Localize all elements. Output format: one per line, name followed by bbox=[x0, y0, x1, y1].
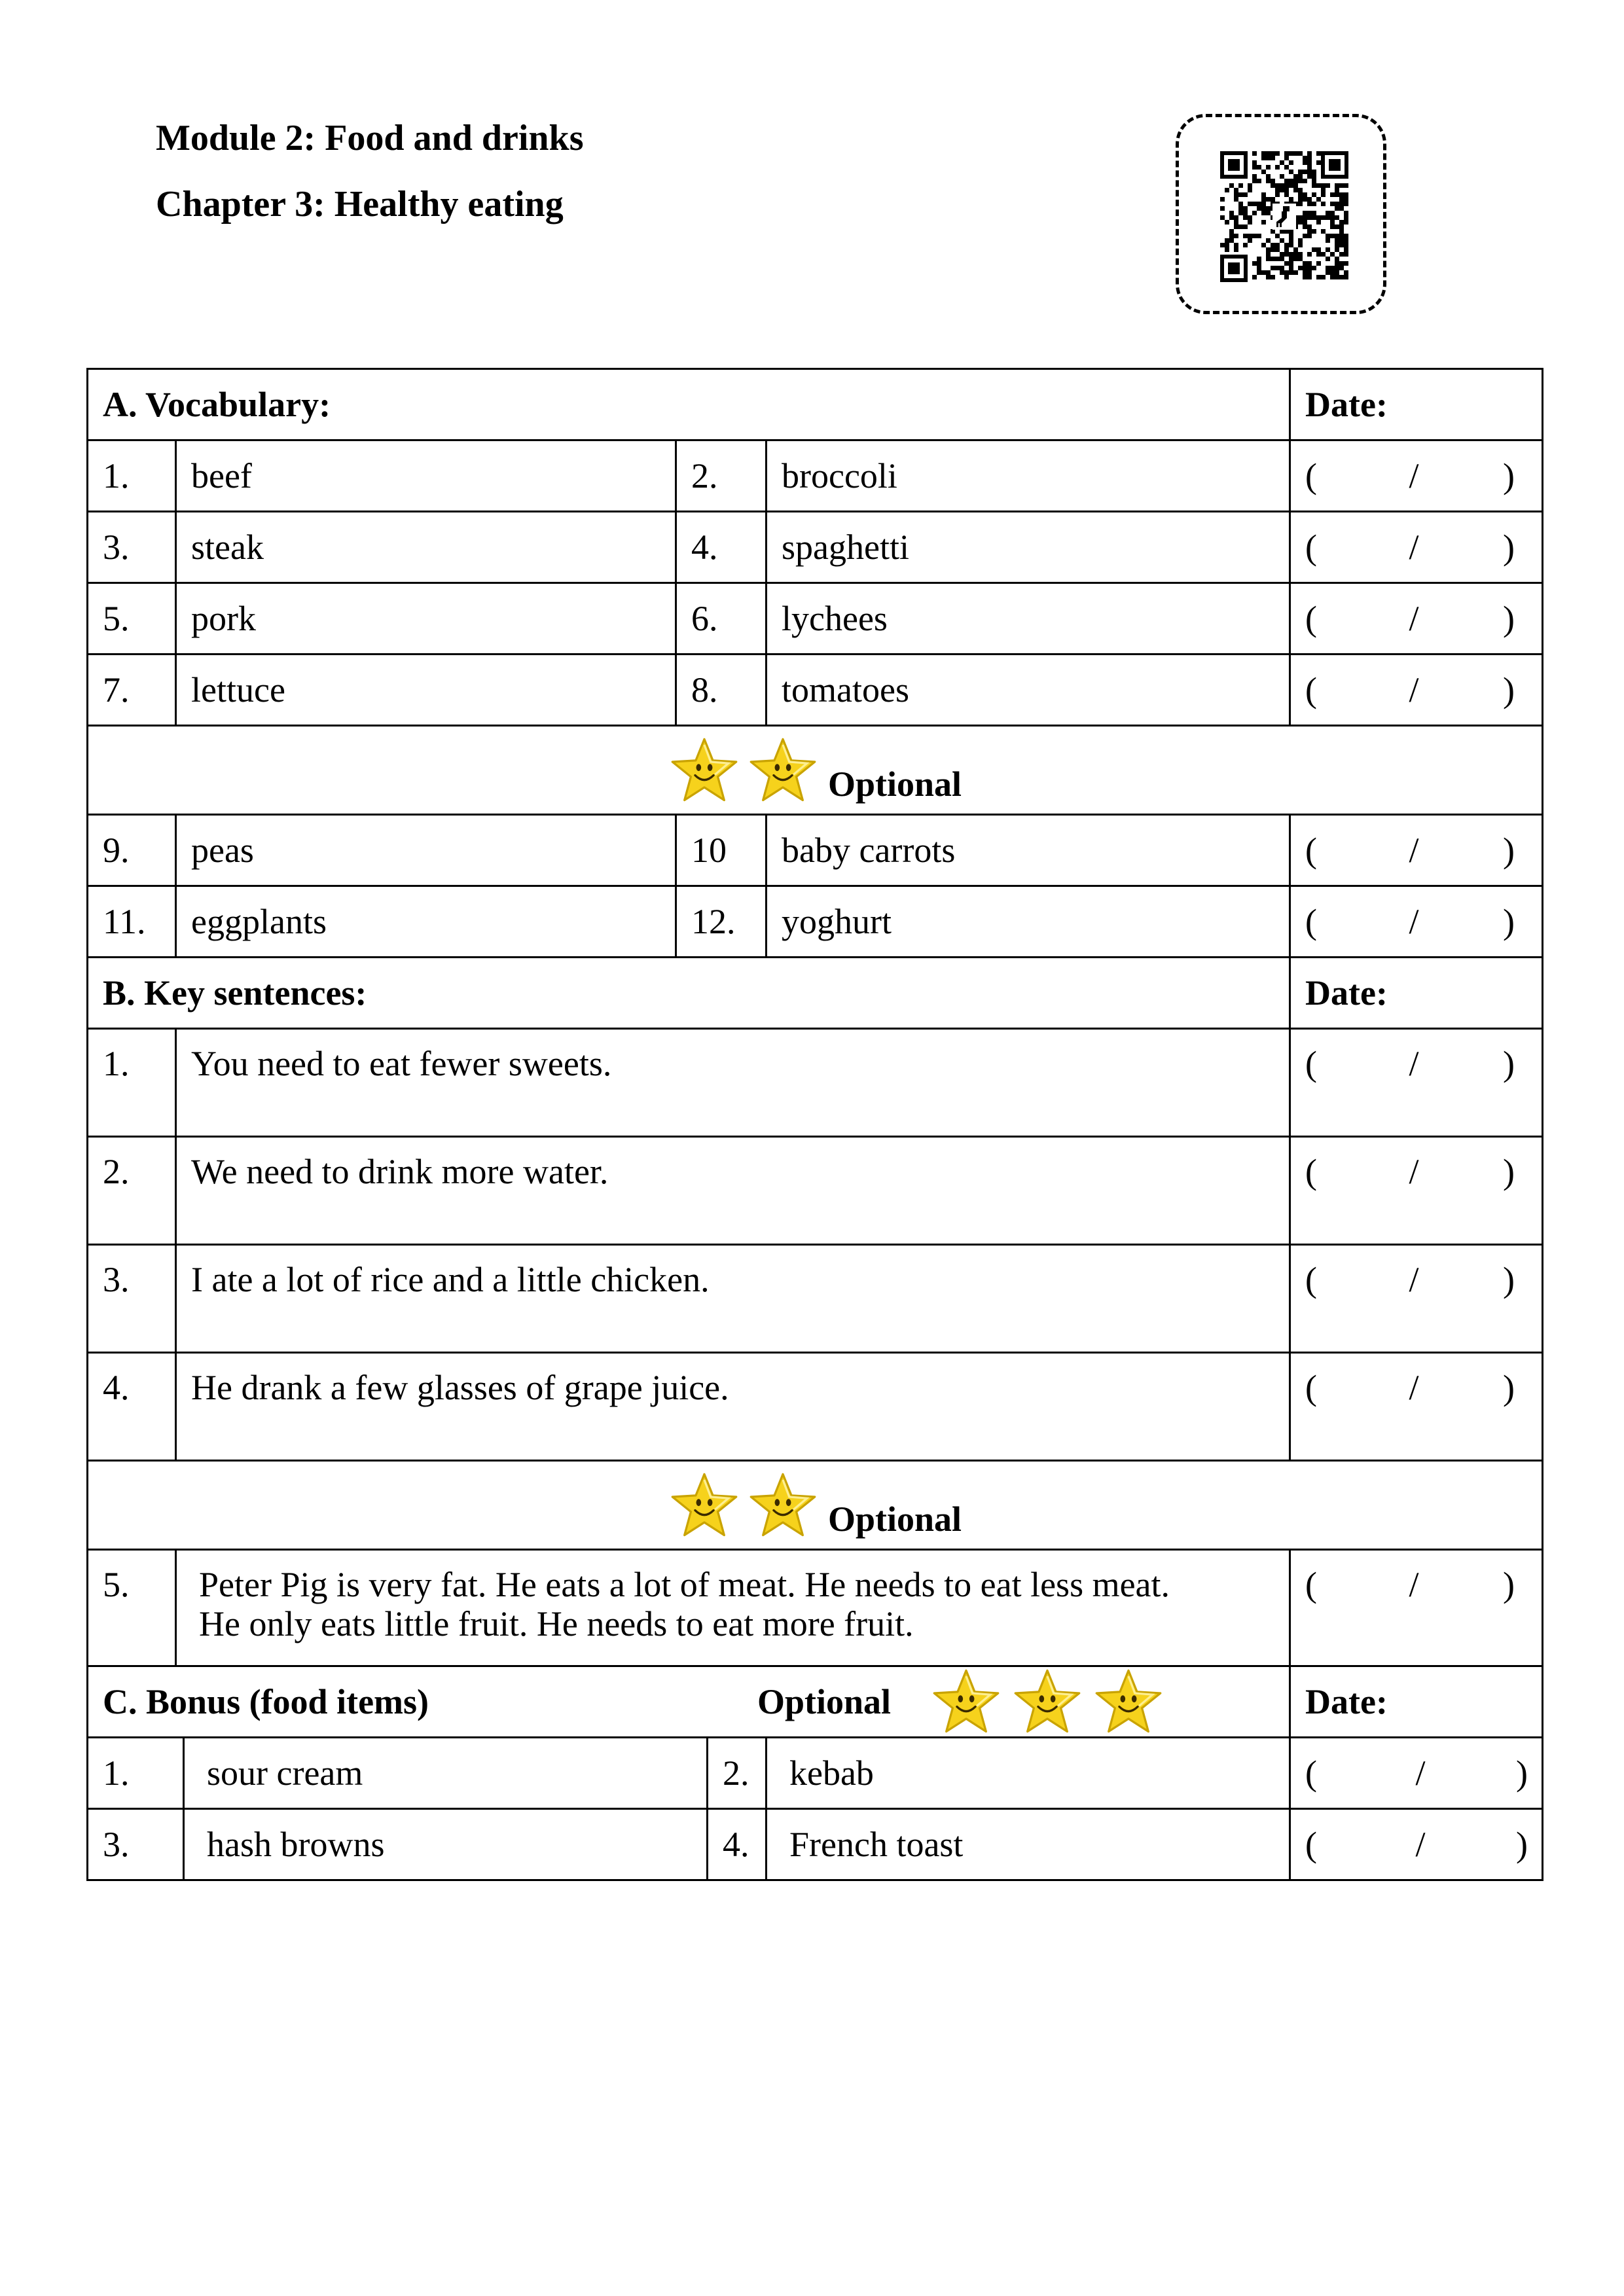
smiling-star-icon bbox=[668, 736, 740, 804]
bonus-row bbox=[88, 1738, 1543, 1809]
date-open: ( bbox=[1305, 1565, 1317, 1604]
bonus-word: French toast bbox=[767, 1809, 1290, 1880]
item-number: 1. bbox=[88, 440, 176, 512]
date-close: ) bbox=[1503, 598, 1515, 638]
vocab-word: eggplants bbox=[176, 886, 676, 958]
date-field[interactable] bbox=[1290, 886, 1543, 958]
vocab-word: yoghurt bbox=[767, 886, 1290, 958]
date-field[interactable] bbox=[1290, 655, 1543, 726]
module-title: Module 2: Food and drinks bbox=[156, 118, 584, 158]
vocab-word: spaghetti bbox=[767, 512, 1290, 583]
smiling-star-icon bbox=[747, 1471, 819, 1539]
item-number: 12. bbox=[676, 886, 767, 958]
item-number: 1. bbox=[88, 1029, 176, 1137]
date-open: ( bbox=[1305, 1753, 1317, 1793]
smiling-star-icon bbox=[930, 1668, 1002, 1736]
sentence-row bbox=[88, 1245, 1543, 1353]
item-number: 11. bbox=[88, 886, 176, 958]
date-open: ( bbox=[1305, 1152, 1317, 1191]
date-slash: / bbox=[1409, 527, 1419, 567]
chapter-title: Chapter 3: Healthy eating bbox=[156, 184, 564, 224]
date-field[interactable] bbox=[1290, 1550, 1543, 1666]
date-close: ) bbox=[1503, 830, 1515, 870]
key-sentence: We need to drink more water. bbox=[176, 1137, 1290, 1245]
date-close: ) bbox=[1503, 670, 1515, 709]
item-number: 10 bbox=[676, 815, 767, 886]
vocab-row bbox=[88, 583, 1543, 655]
date-field[interactable] bbox=[1290, 512, 1543, 583]
date-label: Date: bbox=[1290, 369, 1543, 440]
qr-code-icon bbox=[1220, 151, 1348, 282]
date-field[interactable] bbox=[1290, 815, 1543, 886]
date-slash: / bbox=[1415, 1824, 1426, 1864]
date-slash: / bbox=[1409, 598, 1419, 638]
date-open: ( bbox=[1305, 1824, 1317, 1864]
key-sentence: He drank a few glasses of grape juice. bbox=[176, 1353, 1290, 1461]
vocab-word: broccoli bbox=[767, 440, 1290, 512]
vocab-word: lettuce bbox=[176, 655, 676, 726]
item-number: 9. bbox=[88, 815, 176, 886]
item-number: 1. bbox=[88, 1738, 184, 1809]
sentence-line: He only eats little fruit. He needs to eat more fruit. bbox=[199, 1604, 914, 1644]
item-number: 3. bbox=[88, 512, 176, 583]
vocab-word: beef bbox=[176, 440, 676, 512]
sentence-row bbox=[88, 1353, 1543, 1461]
bonus-word: kebab bbox=[767, 1738, 1290, 1809]
vocab-word: steak bbox=[176, 512, 676, 583]
date-close: ) bbox=[1503, 1152, 1515, 1191]
item-number: 5. bbox=[88, 1550, 176, 1666]
date-close: ) bbox=[1503, 456, 1515, 495]
vocab-row bbox=[88, 815, 1543, 886]
date-field[interactable] bbox=[1290, 1809, 1543, 1880]
key-sentence: I ate a lot of rice and a little chicken. bbox=[176, 1245, 1290, 1353]
item-number: 2. bbox=[676, 440, 767, 512]
key-sentence bbox=[176, 1550, 1290, 1666]
optional-label: Optional bbox=[757, 1681, 892, 1721]
optional-banner bbox=[88, 1461, 1543, 1550]
item-number: 2. bbox=[88, 1137, 176, 1245]
section-c-header bbox=[88, 1666, 1290, 1738]
date-field[interactable] bbox=[1290, 1245, 1543, 1353]
date-close: ) bbox=[1503, 1044, 1515, 1083]
date-label: Date: bbox=[1290, 1666, 1543, 1738]
optional-label: Optional bbox=[827, 764, 962, 804]
vocab-word: baby carrots bbox=[767, 815, 1290, 886]
date-close: ) bbox=[1503, 1260, 1515, 1299]
worksheet bbox=[86, 368, 1542, 1881]
smiling-star-icon bbox=[1011, 1668, 1083, 1736]
vocab-word: lychees bbox=[767, 583, 1290, 655]
optional-label: Optional bbox=[827, 1499, 962, 1539]
date-open: ( bbox=[1305, 830, 1317, 870]
date-label: Date: bbox=[1290, 958, 1543, 1029]
key-sentence: You need to eat fewer sweets. bbox=[176, 1029, 1290, 1137]
date-open: ( bbox=[1305, 456, 1317, 495]
date-slash: / bbox=[1409, 901, 1419, 941]
date-open: ( bbox=[1305, 1044, 1317, 1083]
date-close: ) bbox=[1503, 527, 1515, 567]
date-field[interactable] bbox=[1290, 440, 1543, 512]
checklist-table bbox=[86, 368, 1543, 1881]
date-field[interactable] bbox=[1290, 583, 1543, 655]
vocab-row bbox=[88, 655, 1543, 726]
date-open: ( bbox=[1305, 670, 1317, 709]
date-field[interactable] bbox=[1290, 1029, 1543, 1137]
smiling-star-icon bbox=[747, 736, 819, 804]
date-slash: / bbox=[1409, 1152, 1419, 1191]
item-number: 2. bbox=[708, 1738, 767, 1809]
vocab-row bbox=[88, 512, 1543, 583]
date-slash: / bbox=[1409, 456, 1419, 495]
vocab-row bbox=[88, 440, 1543, 512]
vocab-word: tomatoes bbox=[767, 655, 1290, 726]
sentence-line: Peter Pig is very fat. He eats a lot of meat. He needs to eat less meat. bbox=[199, 1565, 1170, 1604]
date-open: ( bbox=[1305, 901, 1317, 941]
vocab-row bbox=[88, 886, 1543, 958]
section-b-title: B. Key sentences: bbox=[88, 958, 1290, 1029]
date-close: ) bbox=[1503, 1565, 1515, 1604]
item-number: 3. bbox=[88, 1809, 184, 1880]
date-close: ) bbox=[1503, 901, 1515, 941]
smiling-star-icon bbox=[1092, 1668, 1164, 1736]
date-close: ) bbox=[1503, 1368, 1515, 1407]
date-slash: / bbox=[1409, 830, 1419, 870]
date-slash: / bbox=[1409, 1368, 1419, 1407]
date-open: ( bbox=[1305, 598, 1317, 638]
bonus-word: sour cream bbox=[184, 1738, 708, 1809]
vocab-word: pork bbox=[176, 583, 676, 655]
smiling-star-icon bbox=[668, 1471, 740, 1539]
item-number: 4. bbox=[676, 512, 767, 583]
sentence-row bbox=[88, 1550, 1543, 1666]
date-field[interactable] bbox=[1290, 1738, 1543, 1809]
item-number: 8. bbox=[676, 655, 767, 726]
vocab-word: peas bbox=[176, 815, 676, 886]
date-slash: / bbox=[1409, 1044, 1419, 1083]
sentence-row bbox=[88, 1029, 1543, 1137]
date-open: ( bbox=[1305, 1260, 1317, 1299]
date-field[interactable] bbox=[1290, 1353, 1543, 1461]
bonus-word: hash browns bbox=[184, 1809, 708, 1880]
date-slash: / bbox=[1409, 670, 1419, 709]
qr-code-frame[interactable] bbox=[1176, 114, 1386, 314]
date-slash: / bbox=[1415, 1753, 1426, 1793]
section-c-title: C. Bonus (food items) bbox=[103, 1681, 429, 1721]
item-number: 4. bbox=[708, 1809, 767, 1880]
date-open: ( bbox=[1305, 1368, 1317, 1407]
item-number: 4. bbox=[88, 1353, 176, 1461]
date-slash: / bbox=[1409, 1260, 1419, 1299]
date-field[interactable] bbox=[1290, 1137, 1543, 1245]
item-number: 6. bbox=[676, 583, 767, 655]
date-close: ) bbox=[1516, 1824, 1528, 1864]
optional-banner bbox=[88, 726, 1543, 815]
item-number: 5. bbox=[88, 583, 176, 655]
section-a-title: A. Vocabulary: bbox=[88, 369, 1290, 440]
date-close: ) bbox=[1516, 1753, 1528, 1793]
date-open: ( bbox=[1305, 527, 1317, 567]
sentence-row bbox=[88, 1137, 1543, 1245]
item-number: 7. bbox=[88, 655, 176, 726]
date-slash: / bbox=[1409, 1565, 1419, 1604]
item-number: 3. bbox=[88, 1245, 176, 1353]
bonus-row bbox=[88, 1809, 1543, 1880]
